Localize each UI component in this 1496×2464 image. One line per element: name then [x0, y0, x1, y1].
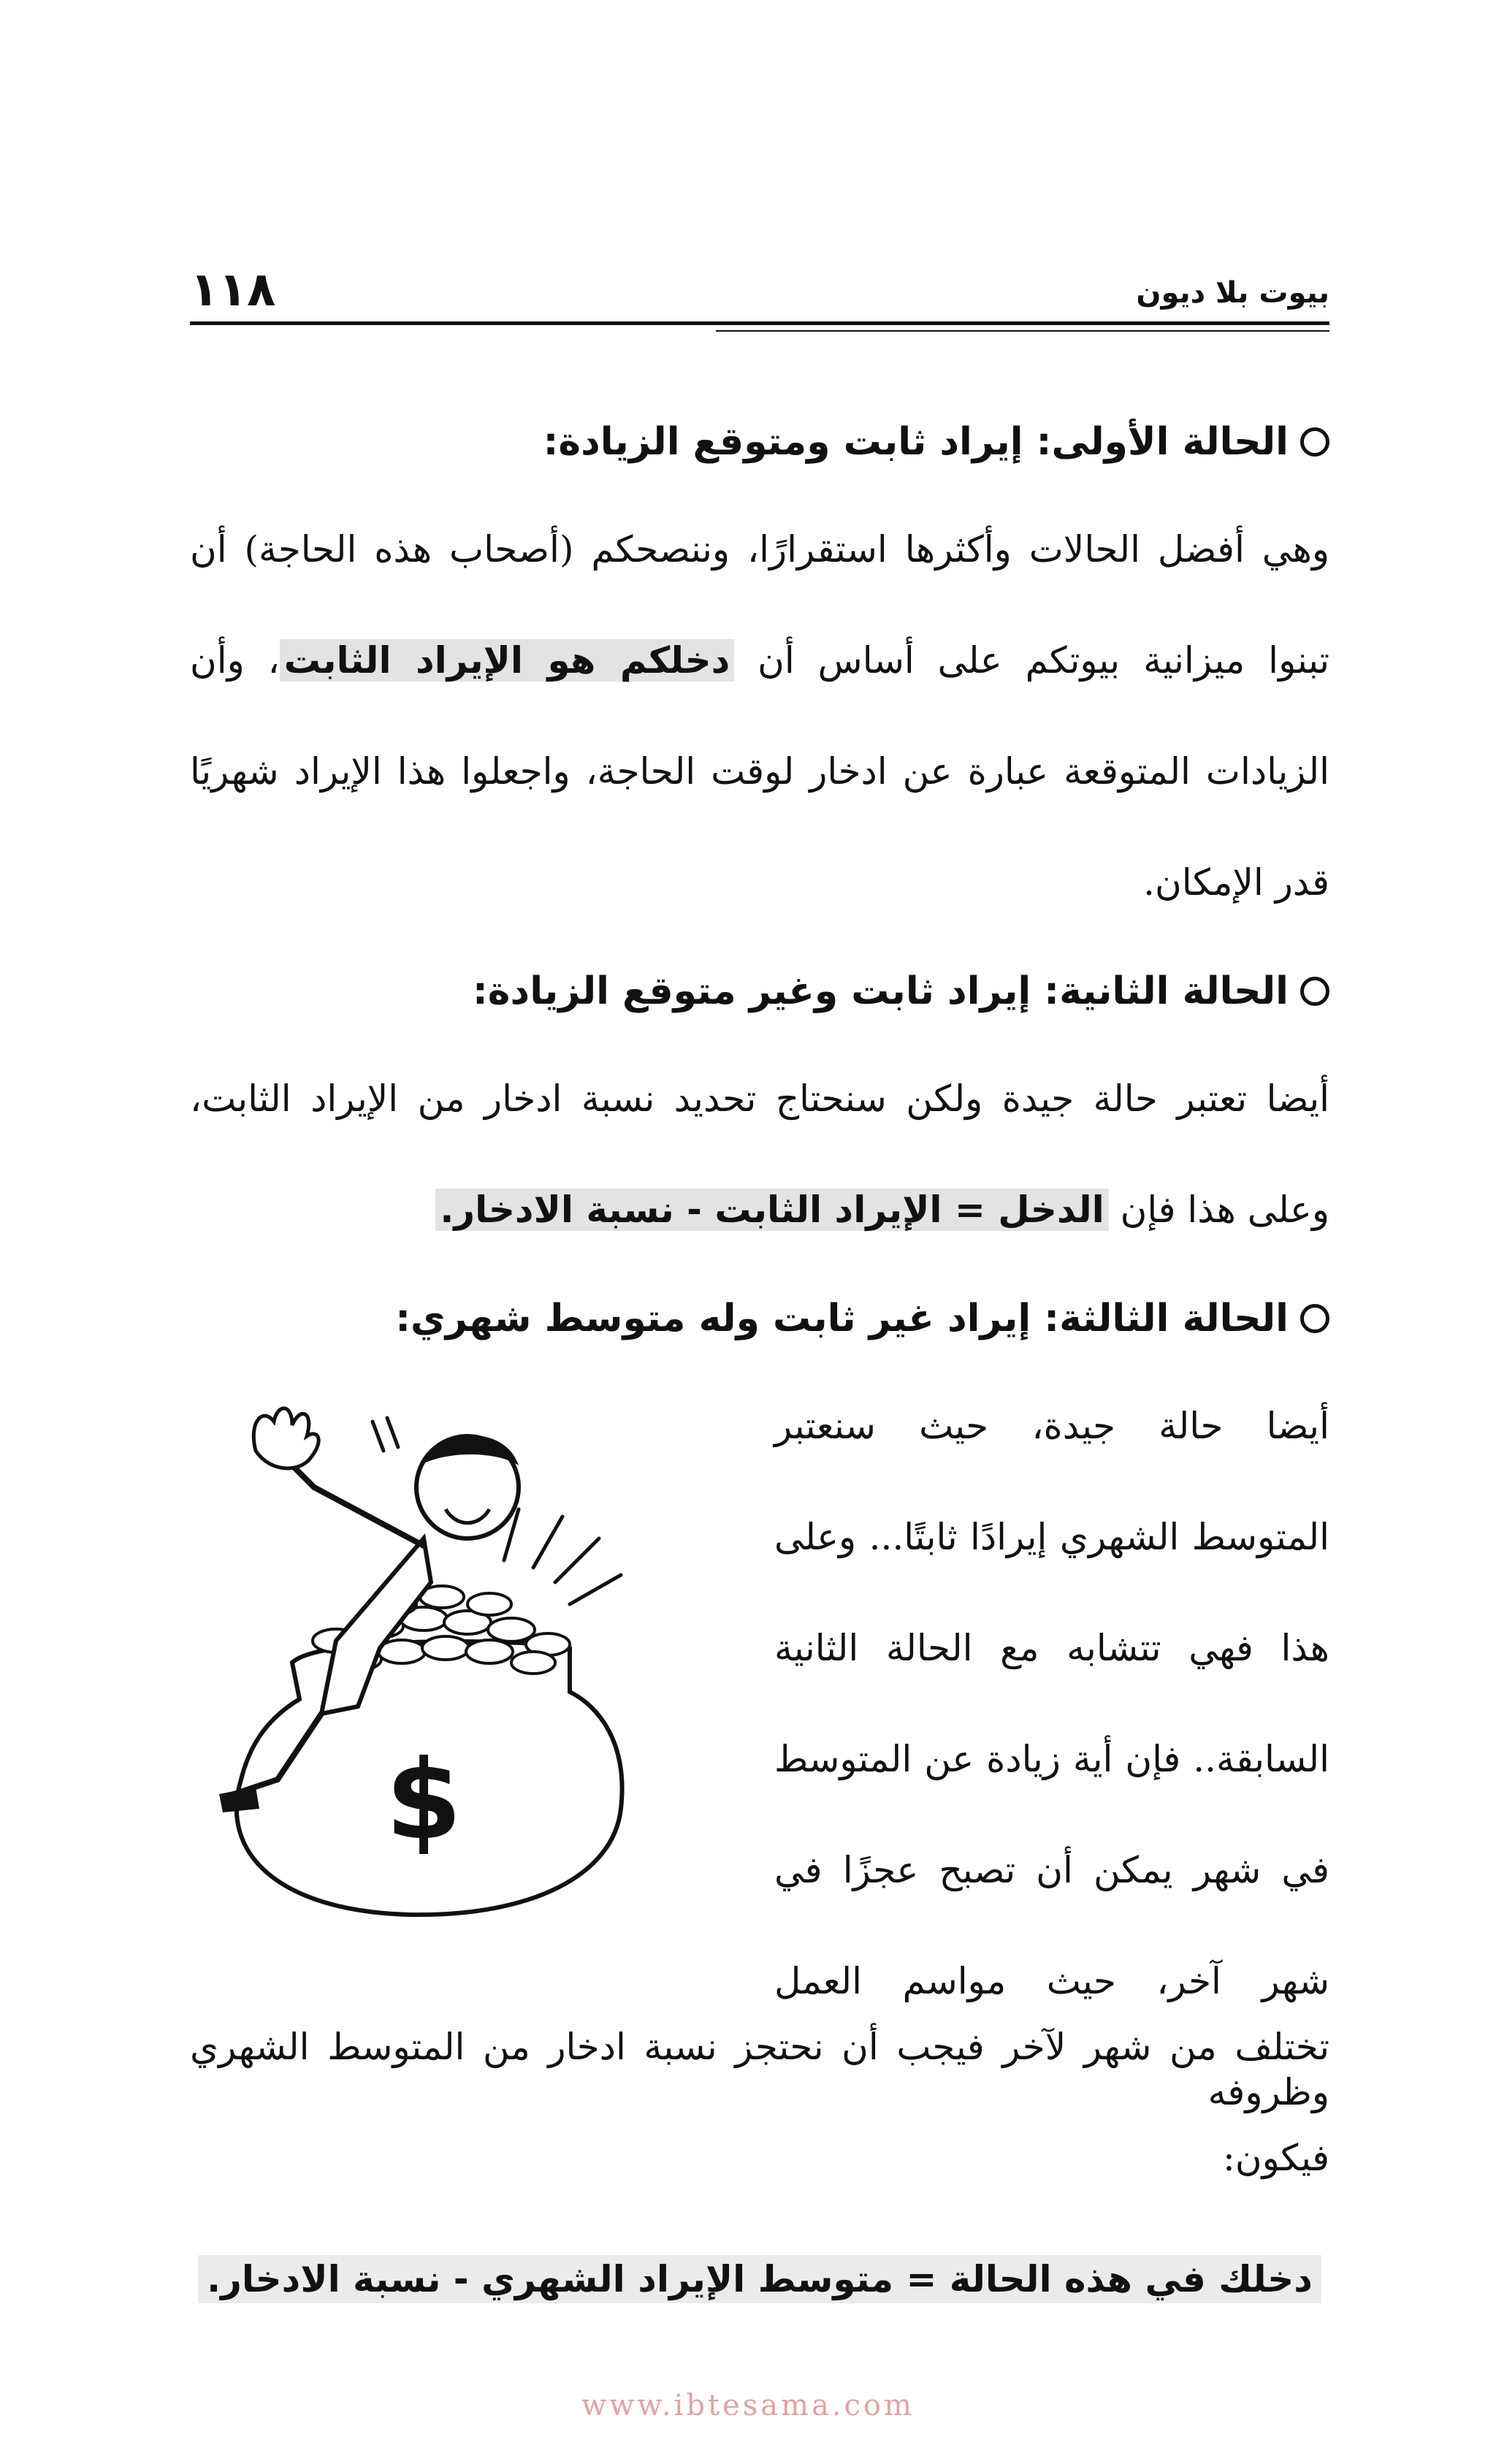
case2-heading: [190, 958, 1329, 1024]
case3-heading-text: الحالة الثالثة: إيراد غير ثابت وله متوسط شهري:: [395, 1297, 1289, 1340]
header-rule-thin: [716, 330, 1329, 332]
case3-formula-text: دخلك في هذه الحالة = متوسط الإيراد الشهري - نسبة الادخار.: [198, 2255, 1321, 2303]
money-bag-illustration: [190, 1400, 687, 1926]
bullet-circle-icon: [1300, 427, 1329, 457]
bullet-circle-icon: [1300, 977, 1329, 1006]
running-header: [190, 263, 1329, 329]
case2-heading-text: الحالة الثانية: إيراد ثابت وغير متوقع الزيادة:: [473, 969, 1289, 1013]
case1-heading-text: الحالة الأولى: إيراد ثابت ومتوقع الزيادة:: [543, 420, 1289, 464]
bullet-circle-icon: [1300, 1304, 1329, 1333]
page-content: [190, 409, 1329, 2323]
case3-full-paragraph: تختلف من شهر لآخر فيجب أن نحتجز نسبة ادخار من المتوسط الشهري فيكون:: [190, 2026, 1329, 2179]
case2-paragraph: [190, 1043, 1329, 1265]
header-rule: [190, 321, 1329, 325]
book-title: بيوت بلا ديون: [1136, 276, 1329, 310]
case2-text-before: أيضا تعتبر حالة جيدة ولكن سنحتاج تحديد نسبة ادخار من الإيراد الثابت، وعلى هذا فإن: [190, 1077, 1329, 1231]
svg-text:$: $: [385, 1737, 462, 1864]
case1-heading: [190, 409, 1329, 475]
case3-heading: [190, 1286, 1329, 1351]
page-number: ١١٨: [190, 263, 276, 317]
footer-watermark-url: www.ibtesama.com: [581, 2389, 915, 2422]
case2-highlight: الدخل = الإيراد الثابت - نسبة الادخار.: [435, 1189, 1108, 1231]
case1-text-before: وهي أفضل الحالات وأكثرها استقرارًا، وننصحكم (أصحاب هذه الحاجة) أن تبنوا ميزانية بيوتكم على أساس أن: [190, 528, 1329, 682]
case1-paragraph: [190, 494, 1329, 938]
case1-highlight: دخلكم هو الإيراد الثابت: [280, 639, 734, 682]
case3-wrapped-text: أيضا حالة جيدة، حيث سنعتبر المتوسط الشهري إيرادًا ثابتًا... وعلى هذا فهي تتشابه مع الحالة الثانية السابقة.. فإن أية زيادة عن المتوسط في شهر يمكن أن تصبح عجزًا في شهر آخر، حيث مواسم العمل وظروفه: [774, 1405, 1329, 2113]
case1-text-after: ، وأن الزيادات المتوقعة عبارة عن ادخار لوقت الحاجة، واجعلوا هذا الإيراد شهريًا قدر الإمكان.: [190, 639, 1329, 904]
case3-formula: [190, 2235, 1329, 2323]
